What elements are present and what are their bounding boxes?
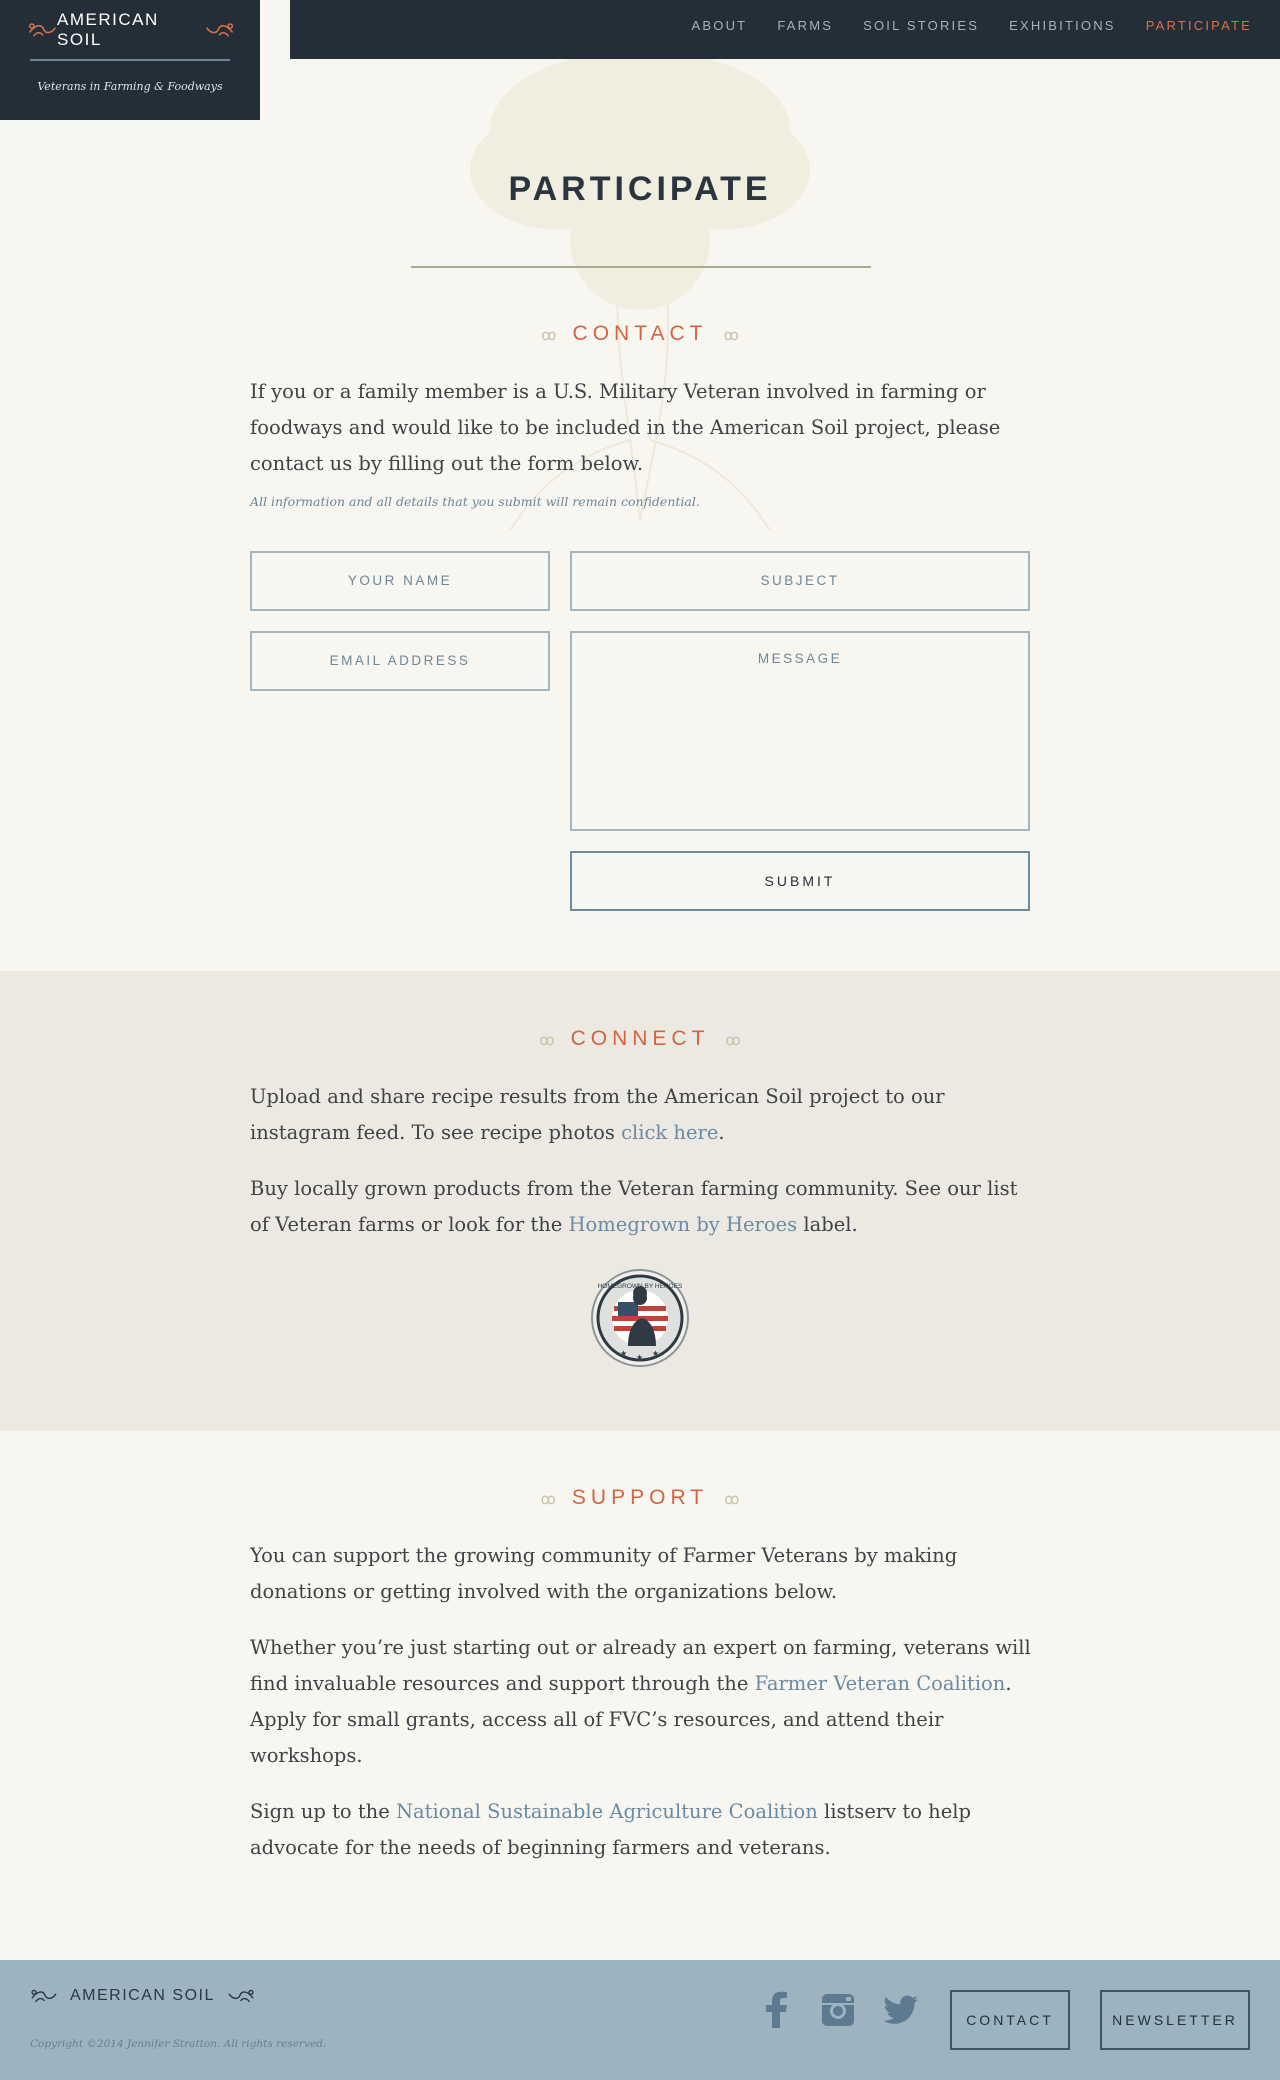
instagram-icon[interactable] xyxy=(818,1990,858,2030)
confidential-note: All information and all details that you submit will remain confidential. xyxy=(250,494,700,509)
ornament-right-icon: ꝏ xyxy=(725,1032,741,1049)
connect-paragraph-1: Upload and share recipe results from the American Soil project to our instagram feed. To see recipe photos click here. xyxy=(250,1085,945,1144)
ornament-left-icon: ꝏ xyxy=(540,1491,556,1508)
submit-button[interactable]: SUBMIT xyxy=(570,851,1030,911)
contact-heading: ꝏ CONTACT ꝏ xyxy=(541,322,739,345)
sprout-left-icon xyxy=(28,20,57,40)
nsac-link[interactable]: National Sustainable Agriculture Coalition xyxy=(395,1800,818,1823)
top-navbar xyxy=(290,0,1280,59)
main-nav xyxy=(692,18,1252,33)
name-field[interactable]: YOUR NAME xyxy=(250,551,550,611)
support-paragraph-2: Whether you’re just starting out or already an expert on farming, veterans will find invaluable resources and support through the Farmer Veteran Coalition. Apply for small grants, access all of FVC’s resources, and attend their workshops. xyxy=(250,1636,1031,1767)
ornament-right-icon: ꝏ xyxy=(724,1491,740,1508)
logo-title: AMERICAN SOIL xyxy=(57,10,159,49)
support-paragraph-1: You can support the growing community of Farmer Veterans by making donations or getting involved with the organizations below. xyxy=(250,1544,958,1603)
sprout-right-icon xyxy=(227,1987,255,2005)
copyright: Copyright ©2014 Jennifer Stratton. All rights reserved. xyxy=(30,2038,327,2050)
email-field[interactable]: EMAIL ADDRESS xyxy=(250,631,550,691)
homegrown-by-heroes-badge[interactable] xyxy=(590,1268,690,1368)
connect-paragraph-2: Buy locally grown products from the Veteran farming community. See our list of Veteran farms or look for the Homegrown by Heroes label. xyxy=(250,1177,1018,1236)
footer-brand: AMERICAN SOIL xyxy=(70,1987,215,2004)
sprout-right-icon xyxy=(205,20,234,40)
recipe-photos-link[interactable]: click here xyxy=(621,1121,719,1144)
footer-contact-button[interactable]: CONTACT xyxy=(950,1990,1070,2050)
footer-newsletter-button[interactable]: NEWSLETTER xyxy=(1100,1990,1250,2050)
support-paragraph-3: Sign up to the National Sustainable Agriculture Coalition listserv to help advocate for the needs of beginning farmers and veterans. xyxy=(250,1800,971,1859)
nav-item-exhibitions[interactable]: EXHIBITIONS xyxy=(1009,18,1116,33)
nav-item-soil-stories[interactable]: SOIL STORIES xyxy=(863,18,980,33)
sprout-left-icon xyxy=(30,1987,58,2005)
page-title: PARTICIPATE xyxy=(508,170,772,208)
footer-logo[interactable] xyxy=(30,1987,255,2005)
svg-text:★: ★ xyxy=(652,1349,660,1358)
twitter-icon[interactable] xyxy=(880,1990,920,2030)
ornament-left-icon: ꝏ xyxy=(539,1032,555,1049)
subject-field[interactable]: SUBJECT xyxy=(570,551,1030,611)
farmer-veteran-coalition-link[interactable]: Farmer Veteran Coalition xyxy=(754,1672,1006,1695)
site-footer xyxy=(0,1960,1280,2080)
logo-divider xyxy=(30,59,230,61)
svg-text:★: ★ xyxy=(636,1353,644,1362)
message-field[interactable]: MESSAGE xyxy=(570,631,1030,831)
homegrown-by-heroes-link[interactable]: Homegrown by Heroes xyxy=(568,1213,798,1236)
nav-item-about[interactable]: ABOUT xyxy=(691,18,748,33)
ornament-right-icon: ꝏ xyxy=(723,327,739,344)
title-divider xyxy=(411,266,871,268)
connect-heading: ꝏ CONNECT ꝏ xyxy=(539,1027,741,1050)
svg-text:HOMEGROWN BY HEROES: HOMEGROWN BY HEROES xyxy=(597,1283,683,1290)
ornament-left-icon: ꝏ xyxy=(541,327,557,344)
svg-text:★: ★ xyxy=(620,1349,628,1358)
contact-intro: If you or a family member is a U.S. Military Veteran involved in farming or foodways and would like to be included in the American Soil project, please contact us by filling out the form below. xyxy=(250,380,1001,475)
support-heading: ꝏ SUPPORT ꝏ xyxy=(540,1486,740,1509)
site-logo[interactable] xyxy=(0,0,260,120)
logo-tagline: Veterans in Farming & Foodways xyxy=(37,80,223,93)
facebook-icon[interactable] xyxy=(758,1990,798,2030)
nav-item-participate[interactable]: PARTICIPATE xyxy=(1145,18,1252,33)
nav-item-farms[interactable]: FARMS xyxy=(777,18,834,33)
